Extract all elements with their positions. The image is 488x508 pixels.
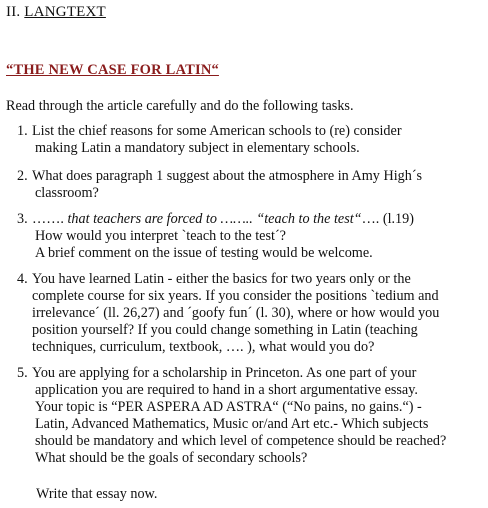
article-title: “THE NEW CASE FOR LATIN“ [6,62,219,78]
task-line: You are applying for a scholarship in Princeton. As one part of your [32,365,417,381]
task-2 [17,168,483,202]
section-number: II. [6,4,21,20]
task-number: 5. [17,365,28,381]
task-line: What should be the goals of secondary schools? [35,450,308,466]
task-5 [17,365,483,467]
task-line: A brief comment on the issue of testing would be welcome. [35,245,373,261]
task-line: Your topic is “PER ASPERA AD ASTRA“ (“No pains, no gains.“) - [35,399,422,415]
task-line: Latin, Advanced Mathematics, Music or/and Art etc.- Which subjects [35,416,429,432]
task-line: irrelevance´ (ll. 26,27) and ´goofy fun´ (l. 30), where or how would you [32,305,440,321]
task-number: 2. [17,168,28,184]
task-number: 4. [17,271,28,287]
task-1 [17,123,483,157]
quote-prefix: ……. [32,211,68,227]
task-line: You have learned Latin - either the basics for two years only or the [32,271,411,287]
task-line: position yourself? If you could change something in Latin (teaching [32,322,418,338]
task-line: complete course for six years. If you consider the positions `tedium and [32,288,439,304]
section-label: LANGTEXT [24,4,106,20]
task-number: 3. [17,211,28,227]
task-line: application you are required to hand in a short argumentative essay. [35,382,418,398]
task-line: What does paragraph 1 suggest about the atmosphere in Amy High´s [32,168,423,184]
intro-instruction: Read through the article carefully and do the following tasks. [6,98,354,114]
quote-suffix: …. (l.19) [361,211,414,227]
task-line: techniques, curriculum, textbook, …. ), what would you do? [32,339,375,355]
quote-italic: that teachers are forced to …….. “teach to the test“ [67,211,362,227]
closing-instruction: Write that essay now. [36,486,158,502]
task-line: How would you interpret `teach to the test´? [35,228,286,244]
task-line: classroom? [35,185,99,201]
task-line: List the chief reasons for some American schools to (re) consider [32,123,402,139]
task-4 [17,271,483,356]
task-number: 1. [17,123,28,139]
section-heading [6,4,106,21]
task-quote-line [17,211,483,228]
task-line: should be mandatory and which level of competence should be reached? [35,433,447,449]
task-3 [17,211,483,262]
task-line: making Latin a mandatory subject in elementary schools. [35,140,360,156]
